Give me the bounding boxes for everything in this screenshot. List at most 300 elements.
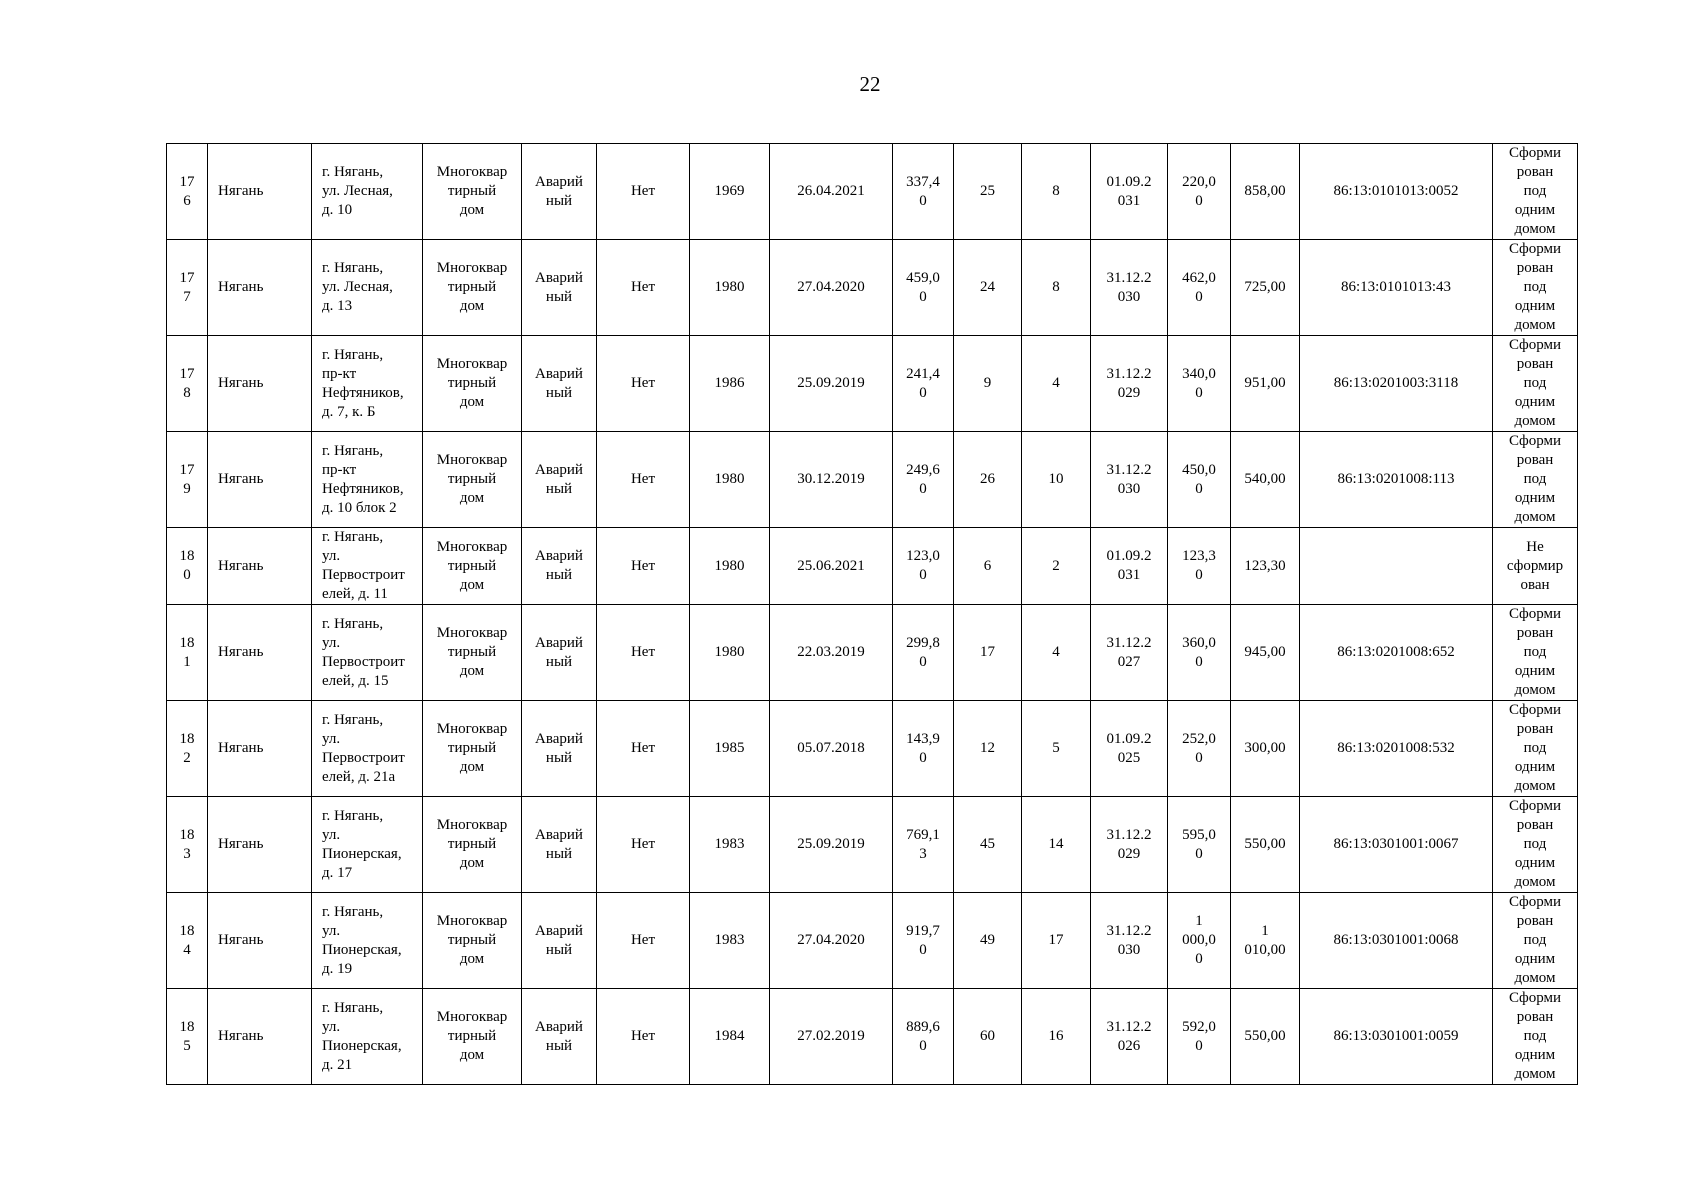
cell-line: тирный (447, 557, 497, 574)
construction-year-cell: 1984 (690, 989, 770, 1085)
page-number: 22 (859, 72, 881, 96)
cell-line: 000,0 (1182, 932, 1216, 948)
cell-line: ован (1520, 576, 1550, 593)
address-cell (312, 989, 423, 1085)
building-type-cell (423, 528, 522, 605)
cell-line: ул. Лесная, (322, 279, 393, 295)
cell-line: ул. Лесная, (322, 183, 393, 199)
cell-line: елей, д. 11 (322, 586, 388, 602)
cell-line: домом (1514, 221, 1556, 237)
cell-line: Многоквар (436, 721, 508, 737)
cell-line: 0 (919, 192, 927, 209)
cell-line: домом (1514, 970, 1556, 986)
cell-line: рован (1516, 356, 1554, 372)
cell-line: 010,00 (1244, 941, 1286, 958)
land-plot-status-cell (1493, 605, 1578, 701)
cell-line: д. 19 (322, 960, 353, 977)
living-area-cell (893, 240, 954, 336)
cell-line: Сформи (1508, 606, 1562, 622)
cell-line: 8 (183, 384, 191, 401)
cell-line: 0 (1195, 288, 1203, 305)
cell-line: Нефтяников, (322, 480, 404, 497)
row-number-cell (167, 144, 208, 240)
cadastral-number-cell: 86:13:0201008:532 (1300, 701, 1493, 797)
residents-count-cell: 17 (954, 605, 1022, 701)
living-area-cell (893, 893, 954, 989)
cell-line: 299,8 (906, 634, 940, 651)
row-number-cell (167, 989, 208, 1085)
municipality-cell: Нягань (208, 605, 312, 701)
flats-count-cell: 4 (1022, 605, 1091, 701)
condition-status-cell (522, 701, 597, 797)
living-area-cell (893, 701, 954, 797)
flag-cell: Нет (597, 701, 690, 797)
municipality-cell: Нягань (208, 989, 312, 1085)
cell-line: 18 (179, 634, 195, 651)
cell-line: Аварий (535, 548, 583, 564)
construction-year-cell: 1980 (690, 528, 770, 605)
total-area-cell (1168, 432, 1231, 528)
resettlement-deadline-cell (1091, 144, 1168, 240)
table-row (167, 432, 1578, 528)
address-cell (312, 893, 423, 989)
municipality-cell: Нягань (208, 797, 312, 893)
flats-count-cell: 14 (1022, 797, 1091, 893)
row-number-cell (167, 701, 208, 797)
cell-line: 18 (179, 730, 195, 747)
row-number-cell (167, 605, 208, 701)
recognition-date-cell: 27.02.2019 (770, 989, 893, 1085)
resettlement-deadline-cell (1091, 528, 1168, 605)
cell-line: рован (1516, 164, 1554, 180)
cell-line: 550,00 (1244, 1028, 1286, 1044)
recognition-date-cell: 27.04.2020 (770, 240, 893, 336)
construction-year-cell: 1985 (690, 701, 770, 797)
condition-status-cell (522, 240, 597, 336)
cell-line: г. Нягань, (322, 903, 384, 920)
land-area-cell (1231, 605, 1300, 701)
address-cell (312, 144, 423, 240)
condition-status-cell (522, 797, 597, 893)
recognition-date-cell: 25.09.2019 (770, 336, 893, 432)
residents-count-cell: 60 (954, 989, 1022, 1085)
cell-line: 030 (1117, 941, 1141, 958)
table-row (167, 240, 1578, 336)
cell-line: одним (1514, 1047, 1556, 1063)
building-type-cell (423, 336, 522, 432)
condition-status-cell (522, 989, 597, 1085)
cell-line: тирный (447, 644, 497, 660)
cadastral-number-cell: 86:13:0101013:0052 (1300, 144, 1493, 240)
cell-line: 0 (183, 567, 191, 583)
cell-line: 0 (1195, 480, 1203, 497)
land-area-cell (1231, 336, 1300, 432)
cell-line: 249,6 (906, 461, 940, 478)
building-type-cell (423, 240, 522, 336)
residents-count-cell: 49 (954, 893, 1022, 989)
cell-line: г. Нягань, (322, 164, 384, 180)
cell-line: под (1523, 471, 1547, 487)
table-row (167, 701, 1578, 797)
cell-line: ул. (322, 922, 341, 939)
cell-line: Многоквар (436, 164, 508, 180)
cell-line: Аварий (535, 365, 583, 382)
building-type-cell (423, 989, 522, 1085)
total-area-cell (1168, 989, 1231, 1085)
cell-line: 0 (1195, 749, 1203, 766)
cell-line: д. 17 (322, 864, 353, 881)
cell-line: 220,0 (1182, 173, 1216, 190)
cell-line: 0 (1195, 384, 1203, 401)
cell-line: 9 (183, 480, 191, 497)
land-area-cell (1231, 989, 1300, 1085)
cell-line: 123,3 (1182, 548, 1216, 564)
cell-line: Не (1526, 538, 1544, 555)
cell-line: одним (1514, 759, 1556, 775)
cell-line: дом (459, 1047, 485, 1063)
recognition-date-cell: 30.12.2019 (770, 432, 893, 528)
cell-line: Многоквар (436, 452, 508, 468)
building-type-cell (423, 605, 522, 701)
cell-line: 951,00 (1244, 375, 1286, 391)
cadastral-number-cell: 86:13:0301001:0059 (1300, 989, 1493, 1085)
building-type-cell (423, 144, 522, 240)
resettlement-deadline-cell (1091, 797, 1168, 893)
cell-line: дом (459, 202, 485, 218)
cell-line: домом (1514, 682, 1556, 698)
flag-cell: Нет (597, 797, 690, 893)
cell-line: д. 10 (322, 202, 353, 218)
municipality-cell: Нягань (208, 701, 312, 797)
flats-count-cell: 5 (1022, 701, 1091, 797)
land-area-cell (1231, 797, 1300, 893)
cell-line: Пионерская, (322, 941, 402, 958)
recognition-date-cell: 27.04.2020 (770, 893, 893, 989)
residents-count-cell: 45 (954, 797, 1022, 893)
cell-line: одним (1514, 663, 1556, 679)
cell-line: 01.09.2 (1106, 730, 1152, 747)
flag-cell: Нет (597, 240, 690, 336)
cell-line: ул. (322, 730, 341, 747)
cell-line: 0 (1195, 1037, 1203, 1054)
cell-line: под (1523, 183, 1547, 199)
total-area-cell (1168, 797, 1231, 893)
housing-registry-table (166, 143, 1578, 1085)
cell-line: рован (1516, 1009, 1554, 1025)
cell-line: 0 (919, 1037, 927, 1054)
cell-line: тирный (447, 932, 497, 948)
flag-cell: Нет (597, 989, 690, 1085)
cell-line: 252,0 (1182, 730, 1216, 747)
recognition-date-cell: 22.03.2019 (770, 605, 893, 701)
cell-line: 462,0 (1182, 269, 1216, 286)
cell-line: тирный (447, 375, 497, 391)
cell-line: 18 (179, 922, 195, 939)
cell-line: дом (459, 759, 485, 775)
condition-status-cell (522, 432, 597, 528)
cell-line: ный (545, 845, 573, 862)
cell-line: Сформи (1508, 798, 1562, 814)
land-plot-status-cell (1493, 336, 1578, 432)
cell-line: Многоквар (436, 260, 508, 276)
cell-line: рован (1516, 260, 1554, 276)
cell-line: дом (459, 951, 485, 967)
land-plot-status-cell (1493, 701, 1578, 797)
resettlement-deadline-cell (1091, 336, 1168, 432)
flag-cell: Нет (597, 528, 690, 605)
resettlement-deadline-cell (1091, 701, 1168, 797)
flats-count-cell: 8 (1022, 240, 1091, 336)
cell-line: 919,7 (906, 922, 940, 939)
cell-line: 027 (1117, 653, 1141, 670)
row-number-cell (167, 893, 208, 989)
cell-line: дом (459, 298, 485, 314)
cell-line: ный (545, 567, 573, 583)
row-number-cell (167, 797, 208, 893)
cell-line: дом (459, 490, 485, 506)
cell-line: 123,30 (1244, 557, 1286, 574)
building-type-cell (423, 797, 522, 893)
construction-year-cell: 1983 (690, 893, 770, 989)
cell-line: ный (545, 1037, 573, 1054)
residents-count-cell: 6 (954, 528, 1022, 605)
cell-line: 459,0 (906, 269, 940, 286)
land-plot-status-cell (1493, 240, 1578, 336)
cell-line: 030 (1117, 288, 1141, 305)
total-area-cell (1168, 528, 1231, 605)
cell-line: одним (1514, 490, 1556, 506)
cell-line: ный (545, 480, 573, 497)
flats-count-cell: 17 (1022, 893, 1091, 989)
flag-cell: Нет (597, 893, 690, 989)
recognition-date-cell: 25.06.2021 (770, 528, 893, 605)
cell-line: 592,0 (1182, 1018, 1216, 1035)
cell-line: ный (545, 749, 573, 766)
cell-line: дом (459, 576, 485, 593)
cell-line: Аварий (535, 461, 583, 478)
cell-line: Аварий (535, 922, 583, 939)
cadastral-number-cell: 86:13:0301001:0068 (1300, 893, 1493, 989)
cell-line: ный (545, 653, 573, 670)
cadastral-number-cell: 86:13:0201003:3118 (1300, 336, 1493, 432)
cadastral-number-cell: 86:13:0301001:0067 (1300, 797, 1493, 893)
cell-line: г. Нягань, (322, 711, 384, 728)
cell-line: 01.09.2 (1106, 173, 1152, 190)
living-area-cell (893, 797, 954, 893)
table-row (167, 336, 1578, 432)
municipality-cell: Нягань (208, 893, 312, 989)
cell-line: тирный (447, 740, 497, 756)
cell-line: Многоквар (436, 625, 508, 641)
cell-line: 3 (919, 845, 927, 862)
cell-line: под (1523, 740, 1547, 756)
cell-line: г. Нягань, (322, 615, 384, 632)
cell-line: 31.12.2 (1106, 365, 1152, 382)
cell-line: 0 (1195, 951, 1203, 967)
land-area-cell (1231, 144, 1300, 240)
living-area-cell (893, 144, 954, 240)
land-plot-status-cell (1493, 528, 1578, 605)
cell-line: пр-кт (322, 461, 357, 478)
land-area-cell (1231, 893, 1300, 989)
flag-cell: Нет (597, 605, 690, 701)
cell-line: 31.12.2 (1106, 922, 1152, 939)
total-area-cell (1168, 701, 1231, 797)
cell-line: Многоквар (436, 817, 508, 833)
construction-year-cell: 1980 (690, 432, 770, 528)
cell-line: ный (545, 288, 573, 305)
cell-line: 031 (1117, 567, 1141, 583)
cell-line: 0 (1195, 845, 1203, 862)
cell-line: одним (1514, 298, 1556, 314)
cell-line: д. 21 (322, 1056, 353, 1073)
address-cell (312, 701, 423, 797)
cell-line: 025 (1117, 749, 1141, 766)
cell-line: 0 (919, 749, 927, 766)
cell-line: Сформи (1508, 145, 1562, 161)
cell-line: д. 7, к. Б (322, 403, 376, 420)
cell-line: ный (545, 192, 573, 209)
cell-line: ный (545, 384, 573, 401)
building-type-cell (423, 893, 522, 989)
living-area-cell (893, 989, 954, 1085)
cell-line: Многоквар (436, 538, 508, 555)
cell-line: 31.12.2 (1106, 269, 1152, 286)
cell-line: 143,9 (906, 730, 940, 747)
cell-line: под (1523, 644, 1547, 660)
address-cell (312, 797, 423, 893)
cell-line: д. 13 (322, 298, 353, 314)
cell-line: 18 (179, 548, 195, 564)
land-area-cell (1231, 701, 1300, 797)
cell-line: 241,4 (906, 365, 940, 382)
flats-count-cell: 8 (1022, 144, 1091, 240)
cell-line: 769,1 (906, 826, 940, 843)
cell-line: тирный (447, 836, 497, 852)
land-plot-status-cell (1493, 989, 1578, 1085)
construction-year-cell: 1969 (690, 144, 770, 240)
cell-line: ул. (322, 826, 341, 843)
living-area-cell (893, 432, 954, 528)
flats-count-cell: 16 (1022, 989, 1091, 1085)
cell-line: ный (545, 941, 573, 958)
cell-line: 1 (1195, 913, 1203, 929)
cell-line: под (1523, 279, 1547, 295)
municipality-cell: Нягань (208, 528, 312, 605)
condition-status-cell (522, 893, 597, 989)
cell-line: домом (1514, 778, 1556, 794)
municipality-cell: Нягань (208, 240, 312, 336)
cell-line: 300,00 (1244, 740, 1286, 756)
row-number-cell (167, 336, 208, 432)
cell-line: 945,00 (1244, 644, 1286, 660)
cell-line: 889,6 (906, 1018, 940, 1035)
resettlement-deadline-cell (1091, 893, 1168, 989)
cell-line: Пионерская, (322, 1037, 402, 1054)
table-row (167, 605, 1578, 701)
cell-line: 31.12.2 (1106, 461, 1152, 478)
cell-line: под (1523, 1028, 1547, 1044)
cell-line: Аварий (535, 634, 583, 651)
cell-line: 31.12.2 (1106, 826, 1152, 843)
cell-line: тирный (447, 183, 497, 199)
cell-line: 450,0 (1182, 461, 1216, 478)
cell-line: дом (459, 855, 485, 871)
cell-line: рован (1516, 817, 1554, 833)
building-type-cell (423, 701, 522, 797)
cell-line: Нефтяников, (322, 384, 404, 401)
municipality-cell: Нягань (208, 144, 312, 240)
cell-line: Пионерская, (322, 845, 402, 862)
cell-line: Аварий (535, 173, 583, 190)
cadastral-number-cell: 86:13:0201008:113 (1300, 432, 1493, 528)
cell-line: Первостроит (322, 749, 405, 766)
cell-line: 31.12.2 (1106, 634, 1152, 651)
address-cell (312, 240, 423, 336)
address-cell (312, 336, 423, 432)
cell-line: 031 (1117, 192, 1141, 209)
table-row (167, 144, 1578, 240)
residents-count-cell: 9 (954, 336, 1022, 432)
resettlement-deadline-cell (1091, 605, 1168, 701)
cell-line: Сформи (1508, 702, 1562, 718)
land-area-cell (1231, 240, 1300, 336)
condition-status-cell (522, 528, 597, 605)
cell-line: г. Нягань, (322, 260, 384, 276)
cell-line: рован (1516, 452, 1554, 468)
construction-year-cell: 1983 (690, 797, 770, 893)
flats-count-cell: 2 (1022, 528, 1091, 605)
total-area-cell (1168, 893, 1231, 989)
flats-count-cell: 10 (1022, 432, 1091, 528)
cell-line: Аварий (535, 826, 583, 843)
table-row (167, 989, 1578, 1085)
cell-line: дом (459, 394, 485, 410)
cell-line: под (1523, 375, 1547, 391)
land-plot-status-cell (1493, 893, 1578, 989)
cadastral-number-cell (1300, 528, 1493, 605)
cell-line: 725,00 (1244, 279, 1286, 295)
cell-line: 17 (179, 461, 195, 478)
cell-line: 0 (1195, 653, 1203, 670)
cell-line: Аварий (535, 269, 583, 286)
living-area-cell (893, 605, 954, 701)
cell-line: 858,00 (1244, 183, 1286, 199)
cell-line: 123,0 (906, 548, 940, 564)
cell-line: Сформи (1508, 990, 1562, 1006)
cell-line: 2 (183, 749, 191, 766)
construction-year-cell: 1980 (690, 605, 770, 701)
resettlement-deadline-cell (1091, 240, 1168, 336)
total-area-cell (1168, 605, 1231, 701)
cell-line: 4 (183, 941, 191, 958)
cell-line: 1 (183, 653, 191, 670)
building-type-cell (423, 432, 522, 528)
cell-line: г. Нягань, (322, 807, 384, 824)
cell-line: 026 (1117, 1037, 1141, 1054)
flag-cell: Нет (597, 336, 690, 432)
flag-cell: Нет (597, 432, 690, 528)
cell-line: 595,0 (1182, 826, 1216, 843)
living-area-cell (893, 528, 954, 605)
cell-line: рован (1516, 913, 1554, 929)
cell-line: 0 (919, 288, 927, 305)
cadastral-number-cell: 86:13:0201008:652 (1300, 605, 1493, 701)
cell-line: Первостроит (322, 567, 405, 583)
residents-count-cell: 12 (954, 701, 1022, 797)
address-cell (312, 605, 423, 701)
cell-line: одним (1514, 855, 1556, 871)
